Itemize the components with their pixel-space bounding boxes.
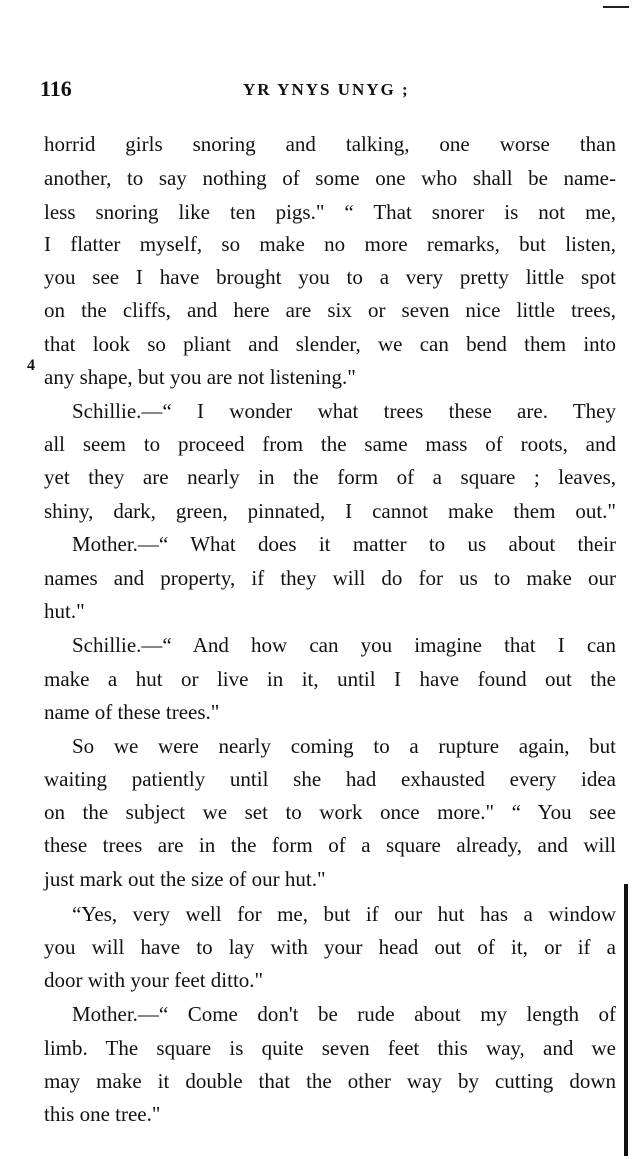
text-line: you will have to lay with your head out of it, or if a — [44, 935, 616, 959]
text-line: yet they are nearly in the form of a square ; leaves, — [44, 465, 616, 489]
text-line: another, to say nothing of some one who shall be name- — [44, 166, 616, 190]
text-line: limb. The square is quite seven feet this way, and we — [44, 1036, 616, 1060]
text-line: on the subject we set to work once more." “ You see — [44, 800, 616, 824]
text-line: any shape, but you are not listening." — [44, 365, 356, 389]
page-edge-shadow — [624, 884, 628, 1156]
text-line: you see I have brought you to a very pretty little spot — [44, 265, 616, 289]
text-line: Schillie.—“ I wonder what trees these are. They — [72, 399, 616, 423]
text-line: “Yes, very well for me, but if our hut has a window — [72, 902, 616, 926]
top-rule — [603, 6, 629, 8]
text-line: shiny, dark, green, pinnated, I cannot make them out." — [44, 499, 616, 523]
text-line: this one tree." — [44, 1102, 161, 1126]
text-line: these trees are in the form of a square already, and will — [44, 833, 616, 857]
text-line: that look so pliant and slender, we can bend them into — [44, 332, 616, 356]
text-line: all seem to proceed from the same mass of roots, and — [44, 432, 616, 456]
text-line: horrid girls snoring and talking, one worse than — [44, 132, 616, 156]
text-line: So we were nearly coming to a rupture again, but — [72, 734, 616, 758]
page-number: 116 — [40, 76, 72, 101]
text-line: Schillie.—“ And how can you imagine that I can — [72, 633, 616, 657]
text-line: less snoring like ten pigs." “ That snorer is not me, — [44, 200, 616, 224]
text-line: make a hut or live in it, until I have found out the — [44, 667, 616, 691]
text-line: door with your feet ditto." — [44, 968, 264, 992]
text-line: may make it double that the other way by cutting down — [44, 1069, 616, 1093]
margin-mark: 4 — [27, 357, 35, 374]
text-line: Mother.—“ What does it matter to us about their — [72, 532, 616, 556]
text-line: name of these trees." — [44, 700, 220, 724]
text-line: Mother.—“ Come don't be rude about my length of — [72, 1002, 616, 1026]
text-line: waiting patiently until she had exhausted every idea — [44, 767, 616, 791]
text-line: I flatter myself, so make no more remarks, but listen, — [44, 232, 616, 256]
text-line: just mark out the size of our hut." — [44, 867, 326, 891]
text-line: hut." — [44, 599, 85, 623]
text-line: names and property, if they will do for us to make our — [44, 566, 616, 590]
text-line: on the cliffs, and here are six or seven nice little trees, — [44, 298, 616, 322]
running-head: YR YNYS UNYG ; — [243, 80, 410, 99]
